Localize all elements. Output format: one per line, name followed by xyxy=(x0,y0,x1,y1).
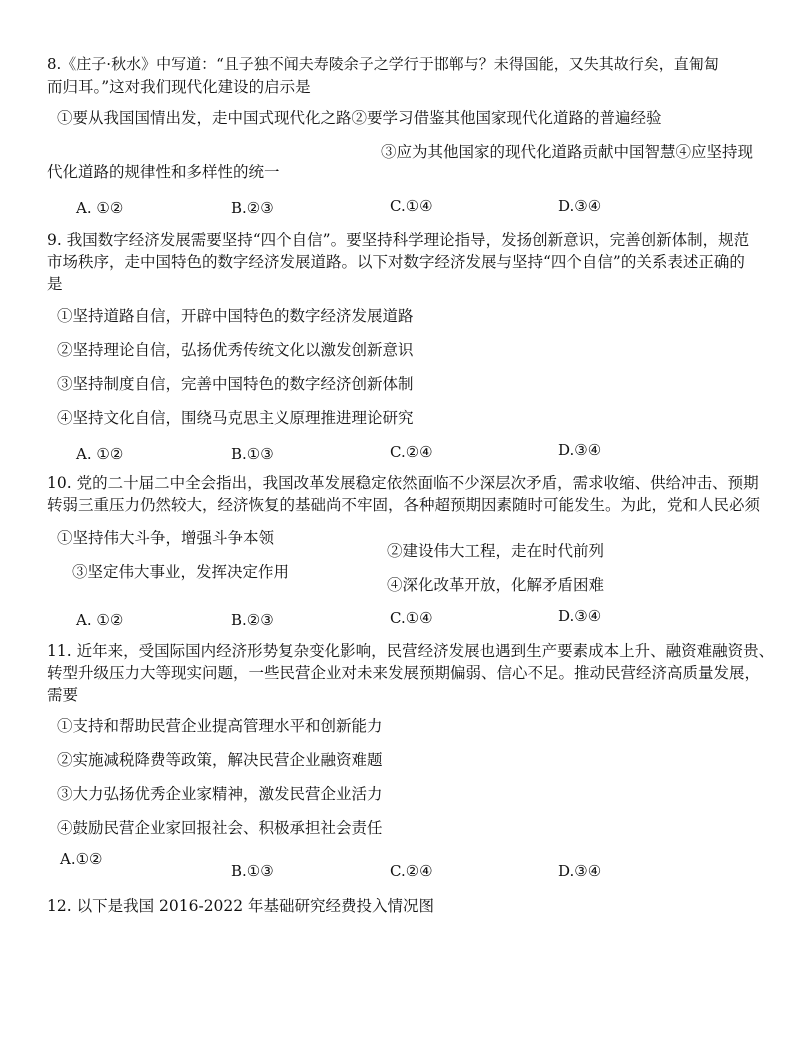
q10-item-1: ①坚持伟大斗争，增强斗争本领 xyxy=(57,529,275,547)
q11-item-4: ④鼓励民营企业家回报社会、积极承担社会责任 xyxy=(57,819,383,837)
q9-stem-line-2: 市场秩序，走中国特色的数字经济发展道路。以下对数字经济发展与坚持“四个自信”的关系表述正确的 xyxy=(47,253,745,271)
q11-option-d[interactable]: D.③④ xyxy=(558,862,602,880)
q9-stem-line-3: 是 xyxy=(47,275,63,293)
q9-option-d[interactable]: D.③④ xyxy=(558,441,602,459)
q9-item-2: ②坚持理论自信，弘扬优秀传统文化以激发创新意识 xyxy=(57,341,414,359)
q9-option-b[interactable]: B.①③ xyxy=(231,445,274,463)
q10-option-a[interactable]: A. ①② xyxy=(76,611,124,629)
q11-stem-line-2: 转型升级压力大等现实问题，一些民营企业对未来发展预期偏弱、信心不足。推动民营经济高质量发展， xyxy=(47,664,761,682)
q9-option-c[interactable]: C.②④ xyxy=(390,443,433,461)
q11-option-b[interactable]: B.①③ xyxy=(231,862,274,880)
q10-stem-line-1: 10. 党的二十届二中全会指出，我国改革发展稳定依然面临不少深层次矛盾，需求收缩、供给冲击、预期 xyxy=(47,474,759,492)
q8-item-3-4-start: ③应为其他国家的现代化道路贡献中国智慧④应坚持现 xyxy=(381,143,754,161)
q8-option-c[interactable]: C.①④ xyxy=(390,197,433,215)
q8-option-a[interactable]: A. ①② xyxy=(76,199,124,217)
q8-item-1-2: ①要从我国国情出发，走中国式现代化之路②要学习借鉴其他国家现代化道路的普遍经验 xyxy=(57,109,662,127)
q10-option-b[interactable]: B.②③ xyxy=(231,611,274,629)
q9-item-3: ③坚持制度自信，完善中国特色的数字经济创新体制 xyxy=(57,375,414,393)
q9-option-a[interactable]: A. ①② xyxy=(76,445,124,463)
q8-option-d[interactable]: D.③④ xyxy=(558,197,602,215)
q10-item-2: ②建设伟大工程，走在时代前列 xyxy=(387,542,605,560)
q11-option-a[interactable]: A.①② xyxy=(60,850,103,868)
q10-item-4: ④深化改革开放，化解矛盾困难 xyxy=(387,576,605,594)
q11-stem-line-3: 需要 xyxy=(47,686,79,704)
q10-item-3: ③坚定伟大事业，发挥决定作用 xyxy=(72,563,290,581)
q11-item-2: ②实施减税降费等政策，解决民营企业融资难题 xyxy=(57,751,383,769)
q8-option-b[interactable]: B.②③ xyxy=(231,199,274,217)
q9-item-1: ①坚持道路自信，开辟中国特色的数字经济发展道路 xyxy=(57,307,414,325)
q8-item-3-4-end: 代化道路的规律性和多样性的统一 xyxy=(47,163,280,181)
q10-option-c[interactable]: C.①④ xyxy=(390,609,433,627)
q8-stem-line-2: 而归耳。”这对我们现代化建设的启示是 xyxy=(47,78,311,96)
q10-stem-line-2: 转弱三重压力仍然较大，经济恢复的基础尚不牢固，各种超预期因素随时可能发生。为此，党和人民必须 xyxy=(47,496,761,514)
q11-stem-line-1: 11. 近年来，受国际国内经济形势复杂变化影响，民营经济发展也遇到生产要素成本上升、融资难融资贵、 xyxy=(47,642,775,660)
q10-option-d[interactable]: D.③④ xyxy=(558,607,602,625)
q12-stem-line-1: 12. 以下是我国 2016-2022 年基础研究经费投入情况图 xyxy=(47,897,435,915)
q9-item-4: ④坚持文化自信，围绕马克思主义原理推进理论研究 xyxy=(57,409,414,427)
q9-stem-line-1: 9. 我国数字经济发展需要坚持“四个自信”。要坚持科学理论指导，发扬创新意识，完善创新体制，规范 xyxy=(47,231,750,249)
q11-item-1: ①支持和帮助民营企业提高管理水平和创新能力 xyxy=(57,717,383,735)
q11-item-3: ③大力弘扬优秀企业家精神，激发民营企业活力 xyxy=(57,785,383,803)
q11-option-c[interactable]: C.②④ xyxy=(390,862,433,880)
q8-stem-line-1: 8.《庄子·秋水》中写道：“且子独不闻夫寿陵余子之学行于邯郸与？未得国能，又失其故行矣，直匍匐 xyxy=(47,55,719,73)
